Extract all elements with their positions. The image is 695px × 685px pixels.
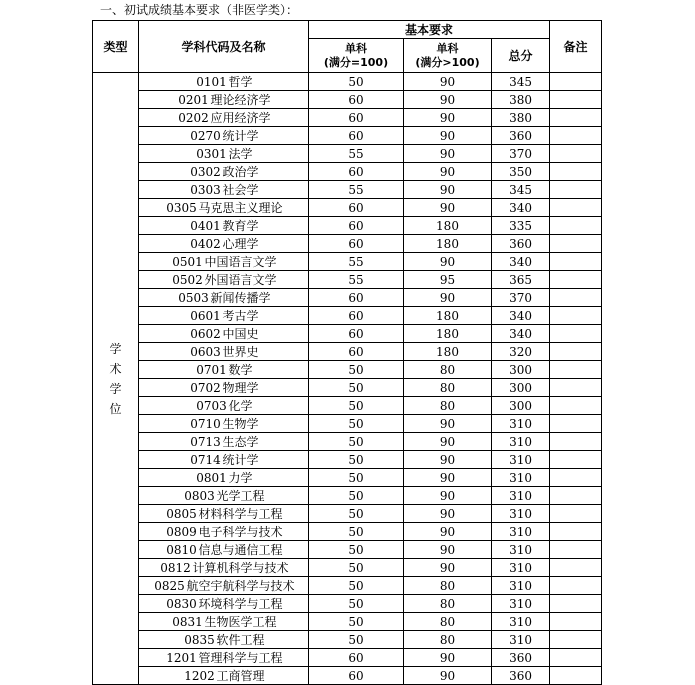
subject-cell — [139, 577, 309, 595]
remark-cell — [550, 289, 602, 307]
total-score: 310 — [492, 487, 550, 505]
subject-name: 力学 — [228, 471, 253, 485]
total-score: 360 — [492, 667, 550, 685]
single-100-score: 60 — [309, 343, 404, 361]
subject-cell — [139, 397, 309, 415]
subject-cell — [139, 289, 309, 307]
subject-code: 0801 — [196, 471, 227, 485]
subject-name: 应用经济学 — [210, 111, 271, 125]
subject-name: 物理学 — [222, 381, 259, 395]
single-100-score: 60 — [309, 127, 404, 145]
single-over-100-score: 80 — [404, 631, 492, 649]
single-100-score: 50 — [309, 613, 404, 631]
col-single-over-100-note: (满分>100) — [415, 55, 480, 69]
subject-cell — [139, 667, 309, 685]
total-score: 345 — [492, 181, 550, 199]
table-row — [93, 379, 602, 397]
category-char: 学 — [109, 381, 122, 396]
single-100-score: 50 — [309, 487, 404, 505]
subject-name: 材料科学与工程 — [198, 507, 283, 521]
total-score: 340 — [492, 253, 550, 271]
remark-cell — [550, 631, 602, 649]
subject-code: 0503 — [178, 291, 209, 305]
total-score: 365 — [492, 271, 550, 289]
table-body — [93, 73, 602, 685]
subject-name: 中国语言文学 — [204, 255, 277, 269]
single-over-100-score: 90 — [404, 253, 492, 271]
remark-cell — [550, 163, 602, 181]
total-score: 310 — [492, 559, 550, 577]
subject-cell — [139, 379, 309, 397]
remark-cell — [550, 217, 602, 235]
single-over-100-score: 90 — [404, 541, 492, 559]
table-row — [93, 199, 602, 217]
remark-cell — [550, 433, 602, 451]
subject-cell — [139, 523, 309, 541]
subject-code: 0830 — [166, 597, 197, 611]
single-100-score: 50 — [309, 469, 404, 487]
single-over-100-score: 80 — [404, 379, 492, 397]
table-row — [93, 91, 602, 109]
remark-cell — [550, 181, 602, 199]
remark-cell — [550, 487, 602, 505]
table-row — [93, 127, 602, 145]
remark-cell — [550, 379, 602, 397]
table-row — [93, 541, 602, 559]
remark-cell — [550, 523, 602, 541]
single-over-100-score: 90 — [404, 649, 492, 667]
subject-code: 0831 — [172, 615, 203, 629]
table-row — [93, 253, 602, 271]
remark-cell — [550, 613, 602, 631]
total-score: 310 — [492, 415, 550, 433]
subject-cell — [139, 541, 309, 559]
subject-code: 0301 — [196, 147, 227, 161]
subject-code: 0201 — [178, 93, 209, 107]
table-row — [93, 325, 602, 343]
score-requirements-table — [92, 20, 602, 685]
subject-code: 0703 — [196, 399, 227, 413]
subject-name: 哲学 — [228, 75, 253, 89]
single-over-100-score: 180 — [404, 217, 492, 235]
single-100-score: 50 — [309, 415, 404, 433]
subject-name: 外国语言文学 — [204, 273, 277, 287]
remark-cell — [550, 343, 602, 361]
single-100-score: 50 — [309, 379, 404, 397]
single-100-score: 50 — [309, 559, 404, 577]
category-cell — [93, 73, 139, 685]
subject-name: 化学 — [228, 399, 253, 413]
total-score: 310 — [492, 595, 550, 613]
single-100-score: 55 — [309, 145, 404, 163]
single-over-100-score: 180 — [404, 235, 492, 253]
table-row — [93, 289, 602, 307]
single-over-100-score: 90 — [404, 181, 492, 199]
total-score: 370 — [492, 289, 550, 307]
subject-name: 心理学 — [222, 237, 259, 251]
subject-cell — [139, 181, 309, 199]
subject-name: 管理科学与工程 — [198, 651, 283, 665]
subject-name: 信息与通信工程 — [198, 543, 283, 557]
subject-cell — [139, 343, 309, 361]
subject-name: 理论经济学 — [210, 93, 271, 107]
subject-name: 政治学 — [222, 165, 259, 179]
remark-cell — [550, 667, 602, 685]
subject-code: 0202 — [178, 111, 209, 125]
single-over-100-score: 180 — [404, 307, 492, 325]
table-row — [93, 505, 602, 523]
total-score: 310 — [492, 433, 550, 451]
table-row — [93, 487, 602, 505]
table-row — [93, 613, 602, 631]
subject-name: 统计学 — [222, 453, 259, 467]
single-100-score: 50 — [309, 523, 404, 541]
subject-code: 0713 — [190, 435, 221, 449]
single-100-score: 50 — [309, 631, 404, 649]
single-over-100-score: 90 — [404, 91, 492, 109]
single-100-score: 60 — [309, 91, 404, 109]
subject-cell — [139, 613, 309, 631]
subject-name: 生态学 — [222, 435, 259, 449]
single-over-100-score: 180 — [404, 325, 492, 343]
table-row — [93, 559, 602, 577]
total-score: 345 — [492, 73, 550, 91]
subject-code: 1201 — [166, 651, 197, 665]
total-score: 310 — [492, 469, 550, 487]
single-over-100-score: 80 — [404, 613, 492, 631]
single-100-score: 50 — [309, 397, 404, 415]
subject-name: 考古学 — [222, 309, 259, 323]
subject-name: 工商管理 — [216, 669, 265, 683]
total-score: 340 — [492, 307, 550, 325]
subject-code: 0701 — [196, 363, 227, 377]
subject-name: 航空宇航科学与技术 — [186, 579, 295, 593]
header-row-top — [93, 21, 602, 39]
remark-cell — [550, 253, 602, 271]
subject-cell — [139, 253, 309, 271]
remark-cell — [550, 199, 602, 217]
subject-name: 光学工程 — [216, 489, 265, 503]
single-over-100-score: 90 — [404, 487, 492, 505]
col-single-100-note: (满分=100) — [323, 55, 389, 69]
remark-cell — [550, 469, 602, 487]
subject-cell — [139, 451, 309, 469]
table-row — [93, 415, 602, 433]
subject-cell — [139, 649, 309, 667]
single-100-score: 60 — [309, 163, 404, 181]
subject-cell — [139, 73, 309, 91]
subject-cell — [139, 631, 309, 649]
remark-cell — [550, 127, 602, 145]
single-over-100-score: 90 — [404, 469, 492, 487]
table-row — [93, 649, 602, 667]
single-over-100-score: 90 — [404, 505, 492, 523]
subject-name: 生物医学工程 — [204, 615, 277, 629]
table-row — [93, 145, 602, 163]
remark-cell — [550, 307, 602, 325]
total-score: 310 — [492, 631, 550, 649]
subject-cell — [139, 217, 309, 235]
remark-cell — [550, 361, 602, 379]
subject-name: 世界史 — [222, 345, 259, 359]
total-score: 310 — [492, 541, 550, 559]
single-100-score: 55 — [309, 253, 404, 271]
single-100-score: 50 — [309, 361, 404, 379]
col-remark-header: 备注 — [550, 21, 602, 73]
subject-cell — [139, 415, 309, 433]
single-over-100-score: 180 — [404, 343, 492, 361]
subject-cell — [139, 145, 309, 163]
subject-cell — [139, 199, 309, 217]
single-over-100-score: 90 — [404, 127, 492, 145]
remark-cell — [550, 109, 602, 127]
remark-cell — [550, 505, 602, 523]
single-over-100-score: 80 — [404, 361, 492, 379]
subject-cell — [139, 307, 309, 325]
subject-name: 生物学 — [222, 417, 259, 431]
total-score: 370 — [492, 145, 550, 163]
remark-cell — [550, 649, 602, 667]
single-over-100-score: 95 — [404, 271, 492, 289]
remark-cell — [550, 451, 602, 469]
category-char: 位 — [109, 401, 122, 416]
table-row — [93, 217, 602, 235]
remark-cell — [550, 235, 602, 253]
subject-code: 0601 — [190, 309, 221, 323]
subject-name: 环境科学与工程 — [198, 597, 283, 611]
single-100-score: 55 — [309, 181, 404, 199]
remark-cell — [550, 595, 602, 613]
single-100-score: 60 — [309, 667, 404, 685]
total-score: 310 — [492, 577, 550, 595]
table-row — [93, 631, 602, 649]
single-over-100-score: 90 — [404, 451, 492, 469]
total-score: 360 — [492, 235, 550, 253]
single-over-100-score: 90 — [404, 433, 492, 451]
subject-code: 0825 — [154, 579, 185, 593]
subject-cell — [139, 505, 309, 523]
category-char: 术 — [109, 361, 122, 376]
total-score: 310 — [492, 523, 550, 541]
col-requirement-header: 基本要求 — [309, 21, 550, 39]
single-over-100-score: 90 — [404, 415, 492, 433]
total-score: 360 — [492, 127, 550, 145]
total-score: 310 — [492, 505, 550, 523]
table-row — [93, 577, 602, 595]
subject-code: 0809 — [166, 525, 197, 539]
single-100-score: 60 — [309, 235, 404, 253]
single-100-score: 50 — [309, 505, 404, 523]
single-over-100-score: 80 — [404, 577, 492, 595]
subject-code: 0603 — [190, 345, 221, 359]
table-row — [93, 73, 602, 91]
subject-cell — [139, 109, 309, 127]
subject-code: 0702 — [190, 381, 221, 395]
remark-cell — [550, 325, 602, 343]
single-100-score: 50 — [309, 451, 404, 469]
single-over-100-score: 80 — [404, 595, 492, 613]
col-subject-header: 学科代码及名称 — [139, 21, 309, 73]
table-row — [93, 595, 602, 613]
single-over-100-score: 90 — [404, 163, 492, 181]
subject-code: 0501 — [172, 255, 203, 269]
total-score: 340 — [492, 199, 550, 217]
single-over-100-score: 90 — [404, 289, 492, 307]
subject-cell — [139, 271, 309, 289]
remark-cell — [550, 415, 602, 433]
subject-code: 1202 — [184, 669, 215, 683]
single-100-score: 50 — [309, 433, 404, 451]
table-row — [93, 235, 602, 253]
table-row — [93, 523, 602, 541]
subject-code: 0805 — [166, 507, 197, 521]
subject-cell — [139, 433, 309, 451]
subject-cell — [139, 469, 309, 487]
table-row — [93, 343, 602, 361]
subject-code: 0810 — [166, 543, 197, 557]
subject-code: 0835 — [184, 633, 215, 647]
subject-code: 0710 — [190, 417, 221, 431]
single-100-score: 60 — [309, 109, 404, 127]
col-total-header: 总分 — [492, 39, 550, 73]
table-row — [93, 469, 602, 487]
total-score: 380 — [492, 109, 550, 127]
total-score: 300 — [492, 397, 550, 415]
subject-code: 0401 — [190, 219, 221, 233]
subject-code: 0402 — [190, 237, 221, 251]
table-row — [93, 307, 602, 325]
single-over-100-score: 80 — [404, 397, 492, 415]
total-score: 335 — [492, 217, 550, 235]
subject-code: 0270 — [190, 129, 221, 143]
subject-cell — [139, 559, 309, 577]
table-row — [93, 361, 602, 379]
total-score: 360 — [492, 649, 550, 667]
single-100-score: 60 — [309, 199, 404, 217]
single-100-score: 60 — [309, 325, 404, 343]
remark-cell — [550, 541, 602, 559]
subject-cell — [139, 235, 309, 253]
single-over-100-score: 90 — [404, 199, 492, 217]
total-score: 350 — [492, 163, 550, 181]
table-row — [93, 397, 602, 415]
subject-name: 新闻传播学 — [210, 291, 271, 305]
total-score: 300 — [492, 379, 550, 397]
single-over-100-score: 90 — [404, 109, 492, 127]
single-100-score: 60 — [309, 307, 404, 325]
total-score: 310 — [492, 451, 550, 469]
remark-cell — [550, 271, 602, 289]
total-score: 320 — [492, 343, 550, 361]
single-over-100-score: 90 — [404, 559, 492, 577]
subject-cell — [139, 361, 309, 379]
remark-cell — [550, 577, 602, 595]
subject-name: 电子科学与技术 — [198, 525, 283, 539]
table-row — [93, 181, 602, 199]
col-single-100-label: 单科 — [345, 41, 367, 55]
single-100-score: 60 — [309, 649, 404, 667]
table-row — [93, 451, 602, 469]
subject-cell — [139, 325, 309, 343]
remark-cell — [550, 397, 602, 415]
subject-code: 0303 — [190, 183, 221, 197]
single-100-score: 50 — [309, 595, 404, 613]
total-score: 310 — [492, 613, 550, 631]
table-row — [93, 433, 602, 451]
subject-cell — [139, 595, 309, 613]
total-score: 380 — [492, 91, 550, 109]
subject-cell — [139, 163, 309, 181]
subject-cell — [139, 487, 309, 505]
col-type-header: 类型 — [93, 21, 139, 73]
subject-name: 软件工程 — [216, 633, 265, 647]
subject-name: 社会学 — [222, 183, 259, 197]
subject-code: 0305 — [166, 201, 197, 215]
subject-code: 0502 — [172, 273, 203, 287]
single-100-score: 60 — [309, 217, 404, 235]
total-score: 300 — [492, 361, 550, 379]
table-row — [93, 163, 602, 181]
subject-cell — [139, 127, 309, 145]
subject-cell — [139, 91, 309, 109]
single-100-score: 50 — [309, 577, 404, 595]
single-over-100-score: 90 — [404, 667, 492, 685]
subject-name: 中国史 — [222, 327, 259, 341]
section-heading: 一、初试成绩基本要求（非医学类）： — [100, 3, 299, 17]
remark-cell — [550, 145, 602, 163]
single-100-score: 60 — [309, 289, 404, 307]
subject-code: 0602 — [190, 327, 221, 341]
total-score: 340 — [492, 325, 550, 343]
remark-cell — [550, 73, 602, 91]
subject-name: 计算机科学与技术 — [192, 561, 289, 575]
subject-name: 教育学 — [222, 219, 259, 233]
remark-cell — [550, 91, 602, 109]
single-100-score: 50 — [309, 541, 404, 559]
single-over-100-score: 90 — [404, 145, 492, 163]
col-single-100-header — [309, 39, 404, 73]
table-row — [93, 109, 602, 127]
subject-name: 数学 — [228, 363, 253, 377]
subject-code: 0714 — [190, 453, 221, 467]
subject-code: 0101 — [196, 75, 227, 89]
col-single-over-100-label: 单科 — [436, 41, 459, 55]
subject-code: 0302 — [190, 165, 221, 179]
table-row — [93, 667, 602, 685]
subject-name: 法学 — [228, 147, 253, 161]
subject-name: 统计学 — [222, 129, 259, 143]
single-100-score: 55 — [309, 271, 404, 289]
table-row — [93, 271, 602, 289]
subject-code: 0803 — [184, 489, 215, 503]
col-single-over-100-header — [404, 39, 492, 73]
single-over-100-score: 90 — [404, 73, 492, 91]
category-char: 学 — [109, 341, 122, 356]
remark-cell — [550, 559, 602, 577]
subject-name: 马克思主义理论 — [198, 201, 283, 215]
single-100-score: 50 — [309, 73, 404, 91]
single-over-100-score: 90 — [404, 523, 492, 541]
subject-code: 0812 — [160, 561, 191, 575]
